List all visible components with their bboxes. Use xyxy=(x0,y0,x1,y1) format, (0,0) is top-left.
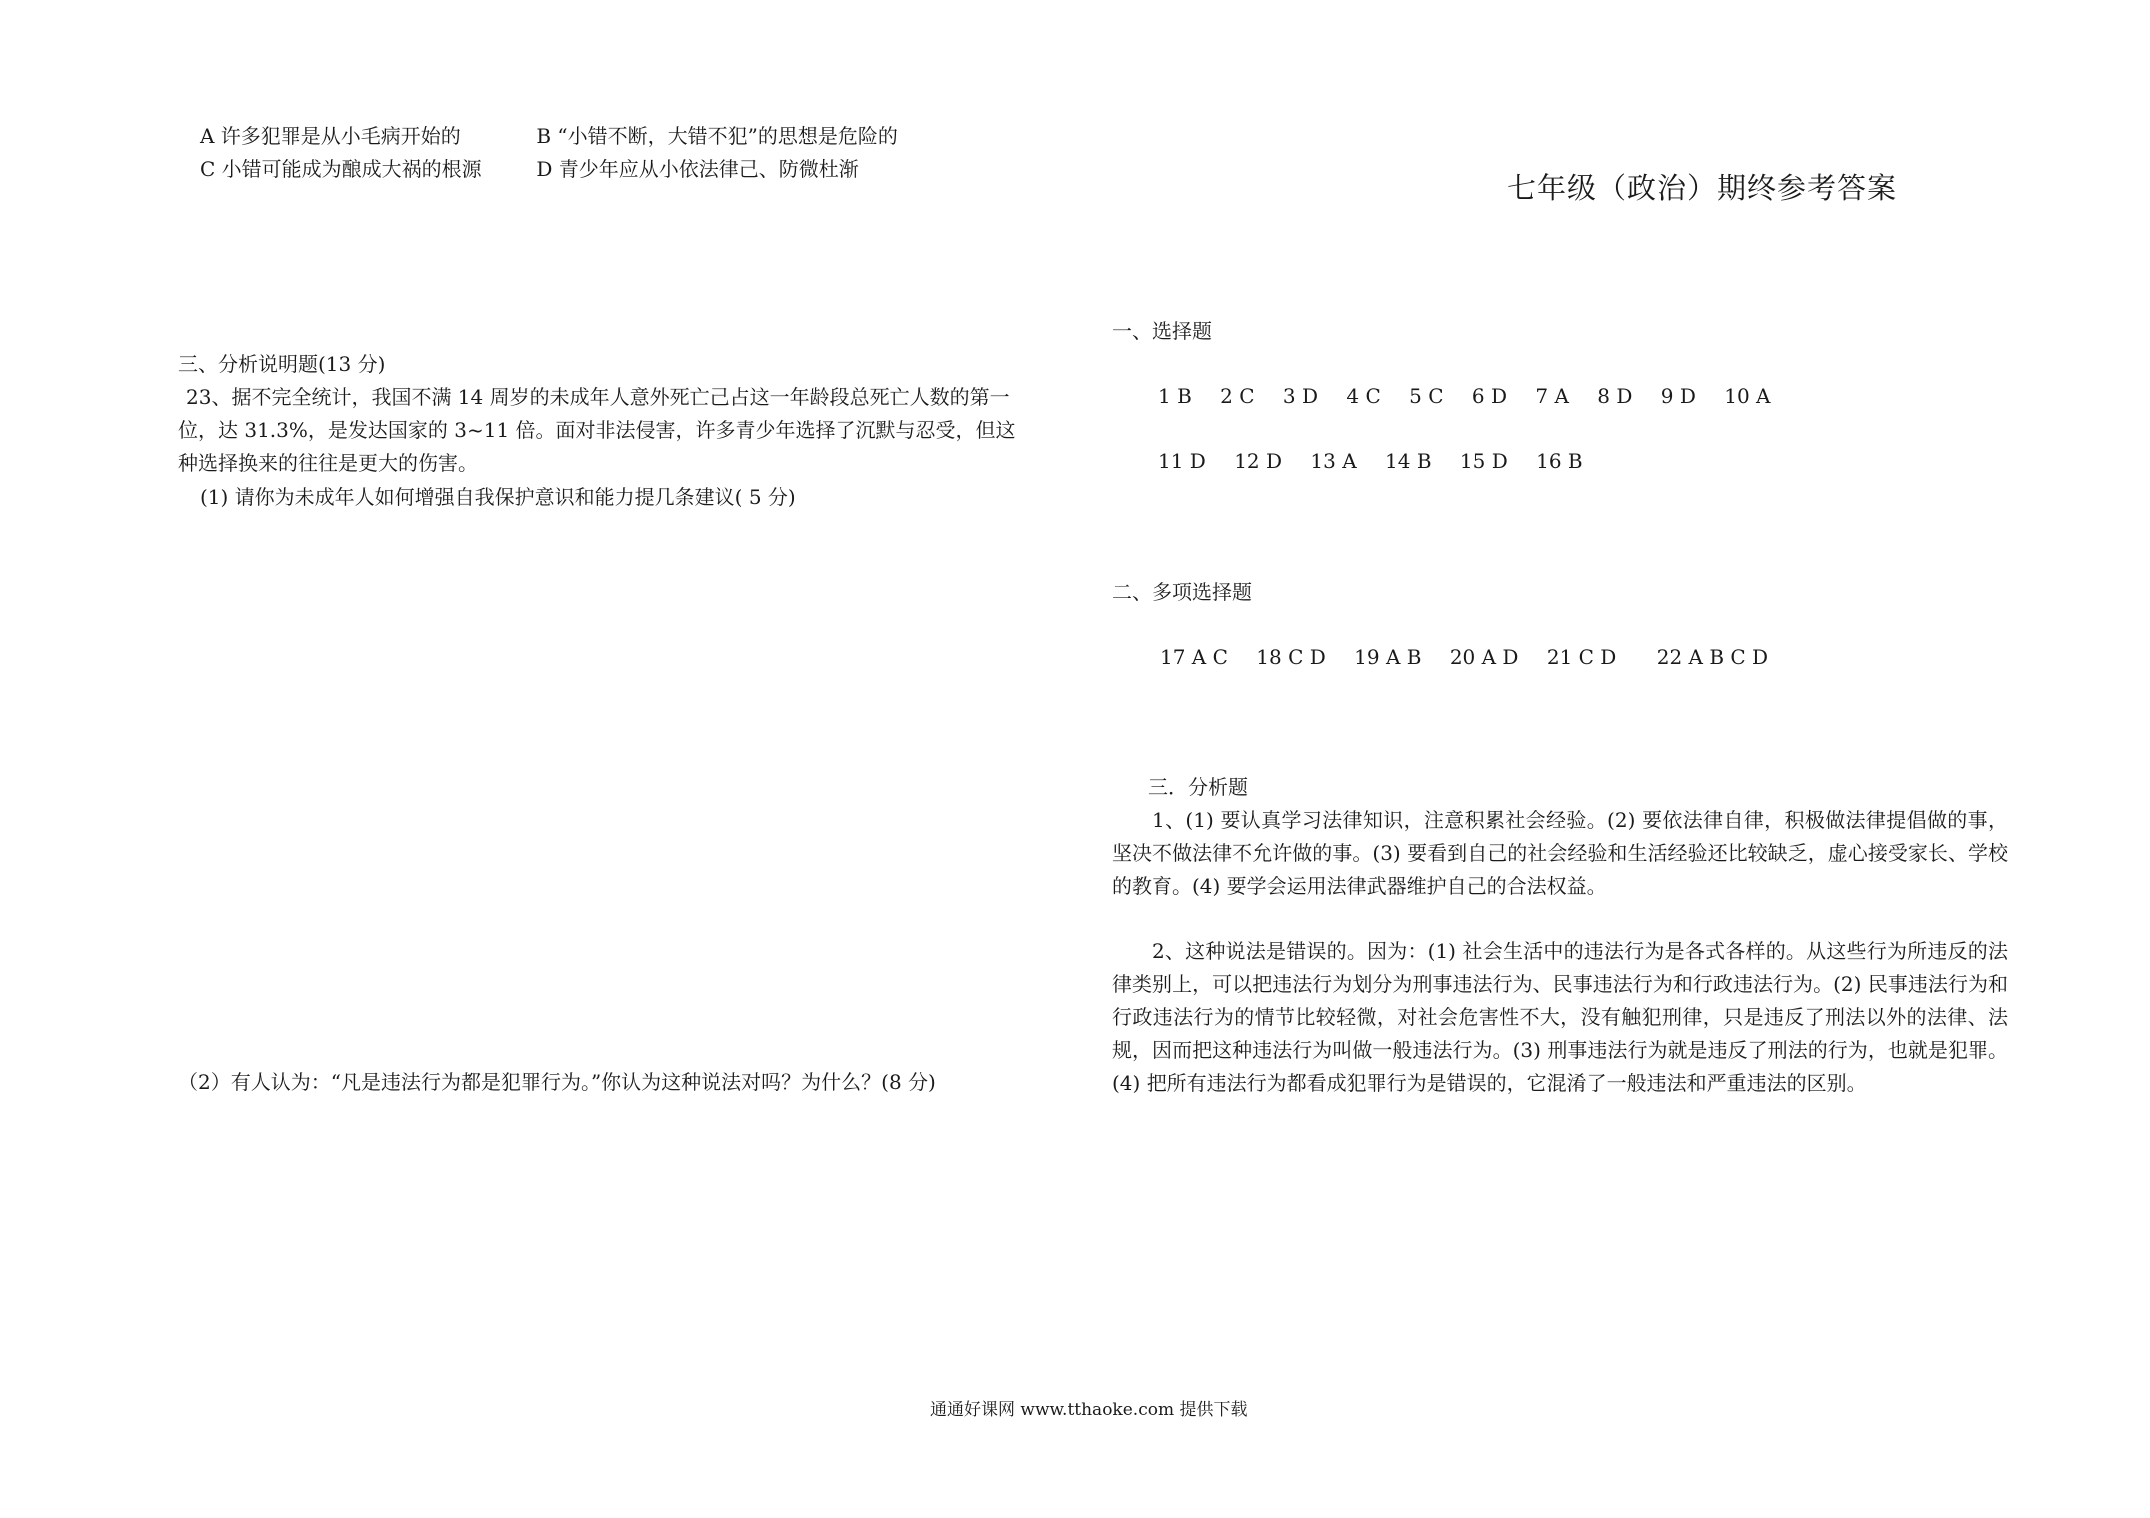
q23-line-3: 种选择换来的往往是更大的伤害。 xyxy=(178,451,478,475)
answer-item: 12 D xyxy=(1234,449,1283,473)
answer-item: 7 A xyxy=(1535,384,1569,408)
q23-line-1: 23、据不完全统计，我国不满 14 周岁的未成年人意外死亡己占这一年龄段总死亡人数的第一 xyxy=(186,385,1010,409)
section1-answers-row1 xyxy=(1158,380,1792,413)
answer-item: 13 A xyxy=(1310,449,1357,473)
answer-item: 3 D xyxy=(1282,384,1319,408)
answer-item: 22 A B C D xyxy=(1656,645,1769,669)
page-footer: 通通好课网 www.tthaoke.com 提供下载 xyxy=(930,1400,1248,1420)
option-row-cd xyxy=(200,153,859,186)
answer-item: 17 A C xyxy=(1160,645,1228,669)
option-row-ab xyxy=(200,120,898,153)
answer-item: 4 C xyxy=(1346,384,1381,408)
section1-answers-row2 xyxy=(1158,445,1605,478)
q23-part2-prompt: （2）有人认为：“凡是违法行为都是犯罪行为。”你认为这种说法对吗？为什么？(8 分) xyxy=(178,1070,936,1094)
answer-item: 16 B xyxy=(1536,449,1583,473)
option-a: A 许多犯罪是从小毛病开始的 xyxy=(200,124,461,148)
answer-item: 14 B xyxy=(1385,449,1432,473)
answer-item: 11 D xyxy=(1158,449,1206,473)
answer-item: 1 B xyxy=(1158,384,1192,408)
analysis-answer-2: 2、这种说法是错误的。因为：(1) 社会生活中的违法行为是各式各样的。从这些行为所违反的法律类别上，可以把违法行为划分为刑事违法行为、民事违法行为和行政违法行为。(2) 民事违法行为和行政违法行为的情节比较轻微，对社会危害性不大，没有触犯刑律，只是违反了刑法以外的法律、法规，因而把这种违法行为叫做一般违法行为。(3) 刑事违法行为就是违反了刑法的行为，也就是犯罪。(4) 把所有违法行为都看成犯罪行为是错误的，它混淆了一般违法和严重违法的区别。 xyxy=(1112,939,2008,1095)
answer-item: 21 C D xyxy=(1546,645,1617,669)
answer-item: 2 C xyxy=(1220,384,1255,408)
answer-item: 9 D xyxy=(1660,384,1696,408)
answer-item: 6 D xyxy=(1471,384,1507,408)
section3-heading-left: 三、分析说明题(13 分) xyxy=(178,352,386,376)
answer-item: 5 C xyxy=(1409,384,1444,408)
answer-item: 10 A xyxy=(1724,384,1771,408)
analysis-answer-1: 1、(1) 要认真学习法律知识，注意积累社会经验。(2) 要依法律自律，积极做法律提倡做的事，坚决不做法律不允许做的事。(3) 要看到自己的社会经验和生活经验还比较缺乏，虚心接受家长、学校的教育。(4) 要学会运用法律武器维护自己的合法权益。 xyxy=(1112,808,2008,898)
q23-line-2: 位，达 31.3%，是发达国家的 3~11 倍。面对非法侵害，许多青少年选择了沉默与忍受，但这 xyxy=(178,418,1016,442)
answer-item: 15 D xyxy=(1459,449,1508,473)
section2-heading: 二、多项选择题 xyxy=(1112,580,1252,604)
option-b: B “小错不断，大错不犯”的思想是危险的 xyxy=(536,124,898,148)
section1-heading: 一、选择题 xyxy=(1112,319,1212,343)
option-c: C 小错可能成为酿成大祸的根源 xyxy=(200,157,482,181)
section3-heading-right: 三．分析题 xyxy=(1148,775,1248,799)
answer-item: 20 A D xyxy=(1449,645,1519,669)
section2-answers-row xyxy=(1160,641,1790,674)
option-d: D 青少年应从小依法律己、防微杜渐 xyxy=(536,157,859,181)
answer-item: 8 D xyxy=(1597,384,1633,408)
answer-key-title: 七年级（政治）期终参考答案 xyxy=(1507,171,1898,205)
answer-item: 18 C D xyxy=(1256,645,1326,669)
answer-item: 19 A B xyxy=(1354,645,1422,669)
q23-part1-prompt: (1) 请你为未成年人如何增强自我保护意识和能力提几条建议( 5 分) xyxy=(200,485,796,509)
